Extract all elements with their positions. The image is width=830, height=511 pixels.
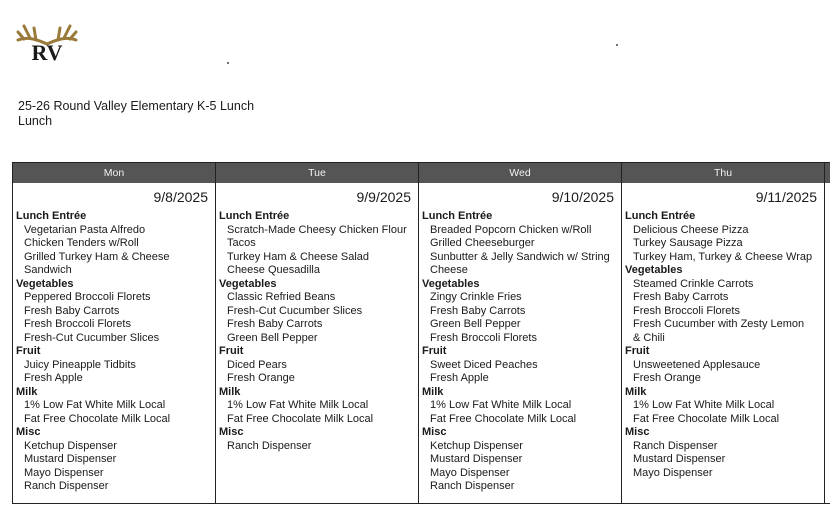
menu-item: Diced Pears [227,358,287,371]
menu-item: Grilled Cheeseburger [430,237,535,249]
menu-item: Fat Free Chocolate Milk Local [430,412,577,425]
menu-item: Fresh Broccoli Florets [24,318,131,330]
day-date: 9/11/2025 [755,189,817,205]
menu-item: Turkey Ham, Turkey & Cheese Wrap [633,250,813,263]
menu-category: Fruit [219,345,244,357]
menu-item: Fresh Cucumber with Zesty Lemon [633,318,805,330]
menu-category: Milk [219,385,241,398]
day-header: Tue [216,163,418,183]
menu-item: Grilled Turkey Ham & Cheese [24,250,170,263]
menu-item: 1% Low Fat White Milk Local [24,399,166,411]
menu-item: Vegetarian Pasta Alfredo [24,223,146,236]
day-column-wed [419,163,622,503]
day-date: 9/10/2025 [551,189,614,205]
menu-item: Turkey Ham & Cheese Salad [227,250,370,263]
menu-item: Fat Free Chocolate Milk Local [633,412,780,425]
menu-item: Fresh Broccoli Florets [430,331,537,344]
menu-category: Misc [219,426,244,438]
day-header-cutoff [825,163,830,183]
menu-category: Vegetables [625,264,683,276]
menu-item: Classic Refried Beans [227,291,336,303]
menu-item: & Chili [633,331,665,344]
menu-item: 1% Low Fat White Milk Local [633,399,775,411]
menu-category: Milk [16,385,38,398]
menu-item: Ketchup Dispenser [24,439,117,452]
menu-category: Misc [625,426,650,438]
logo-lettering: RV [31,40,63,65]
menu-item: Fresh Orange [633,372,701,384]
menu-item: Fat Free Chocolate Milk Local [227,412,374,425]
day-column-tue [216,163,419,503]
menu-category: Fruit [16,345,41,357]
menu-item: Unsweetened Applesauce [633,358,761,371]
menu-category: Lunch Entrée [422,210,493,222]
menu-item: Fresh Apple [24,372,83,384]
menu-category: Vegetables [422,277,480,290]
menu-item: Green Bell Pepper [227,331,318,344]
page-title-line: 25-26 Round Valley Elementary K-5 Lunch [18,99,255,113]
day-date: 9/9/2025 [356,189,411,205]
menu-item: Fresh-Cut Cucumber Slices [227,304,363,317]
menu-category: Fruit [422,345,447,357]
menu-item: Ranch Dispenser [227,439,312,452]
menu-item: Ranch Dispenser [633,439,718,452]
menu-category: Vegetables [219,277,277,290]
weekly-menu-table [12,162,830,504]
menu-category: Lunch Entrée [625,210,696,222]
menu-item: Delicious Cheese Pizza [633,223,749,236]
menu-item: Ranch Dispenser [430,480,515,492]
menu-item: Mustard Dispenser [430,453,523,465]
menu-category: Milk [422,385,444,398]
day-header: Thu [622,163,824,183]
menu-category: Fruit [625,345,650,357]
menu-item: Mustard Dispenser [633,453,726,465]
menu-item: Chicken Tenders w/Roll [24,237,139,249]
day-header: Wed [419,163,621,183]
day-menu-body [419,209,621,494]
day-date: 9/8/2025 [153,189,208,205]
antler-rv-logo-icon [14,14,80,72]
day-column-cutoff [825,163,830,503]
page-title-subline: Lunch [18,114,53,128]
menu-item: Tacos [227,237,256,249]
menu-item: Sandwich [24,264,72,276]
menu-item: 1% Low Fat White Milk Local [430,399,572,411]
menu-category: Lunch Entrée [16,210,87,222]
menu-item: Fresh Baby Carrots [227,318,323,330]
menu-item: Mustard Dispenser [24,453,117,465]
menu-item: 1% Low Fat White Milk Local [227,399,369,411]
menu-item: Juicy Pineapple Tidbits [24,358,136,371]
menu-category: Vegetables [16,277,74,290]
menu-item: Green Bell Pepper [430,318,521,330]
menu-item: Scratch-Made Cheesy Chicken Flour [227,223,407,236]
menu-category: Milk [625,385,647,398]
school-logo [14,14,80,72]
scan-speck [227,62,229,64]
menu-item: Fresh-Cut Cucumber Slices [24,331,160,344]
menu-item: Cheese [430,264,468,276]
menu-item: Sweet Diced Peaches [430,358,538,371]
menu-item: Breaded Popcorn Chicken w/Roll [430,223,592,236]
menu-item: Fat Free Chocolate Milk Local [24,412,171,425]
menu-item: Peppered Broccoli Florets [24,291,151,303]
menu-item: Mayo Dispenser [633,466,713,479]
day-menu-body [622,209,824,480]
menu-item: Fresh Baby Carrots [24,304,120,317]
menu-item: Sunbutter & Jelly Sandwich w/ String [430,250,610,263]
menu-item: Fresh Baby Carrots [633,291,729,303]
day-menu-body [13,209,215,494]
day-column-thu [622,163,825,503]
page-title [18,99,254,129]
menu-item: Mayo Dispenser [430,466,510,479]
menu-item: Zingy Crinkle Fries [430,291,522,303]
menu-item: Fresh Orange [227,372,295,384]
day-header: Mon [13,163,215,183]
menu-category: Misc [422,426,447,438]
menu-item: Fresh Baby Carrots [430,304,526,317]
menu-item: Fresh Apple [430,372,489,384]
menu-item: Cheese Quesadilla [227,264,320,276]
menu-item: Ranch Dispenser [24,480,109,492]
scan-speck [616,44,618,46]
menu-item: Mayo Dispenser [24,466,104,479]
menu-item: Steamed Crinkle Carrots [633,277,754,290]
menu-item: Turkey Sausage Pizza [633,237,743,249]
menu-category: Lunch Entrée [219,210,290,222]
day-menu-body [216,209,418,453]
menu-item: Ketchup Dispenser [430,439,523,452]
menu-category: Misc [16,426,41,438]
menu-item: Fresh Broccoli Florets [633,304,740,317]
day-column-mon [13,163,216,503]
